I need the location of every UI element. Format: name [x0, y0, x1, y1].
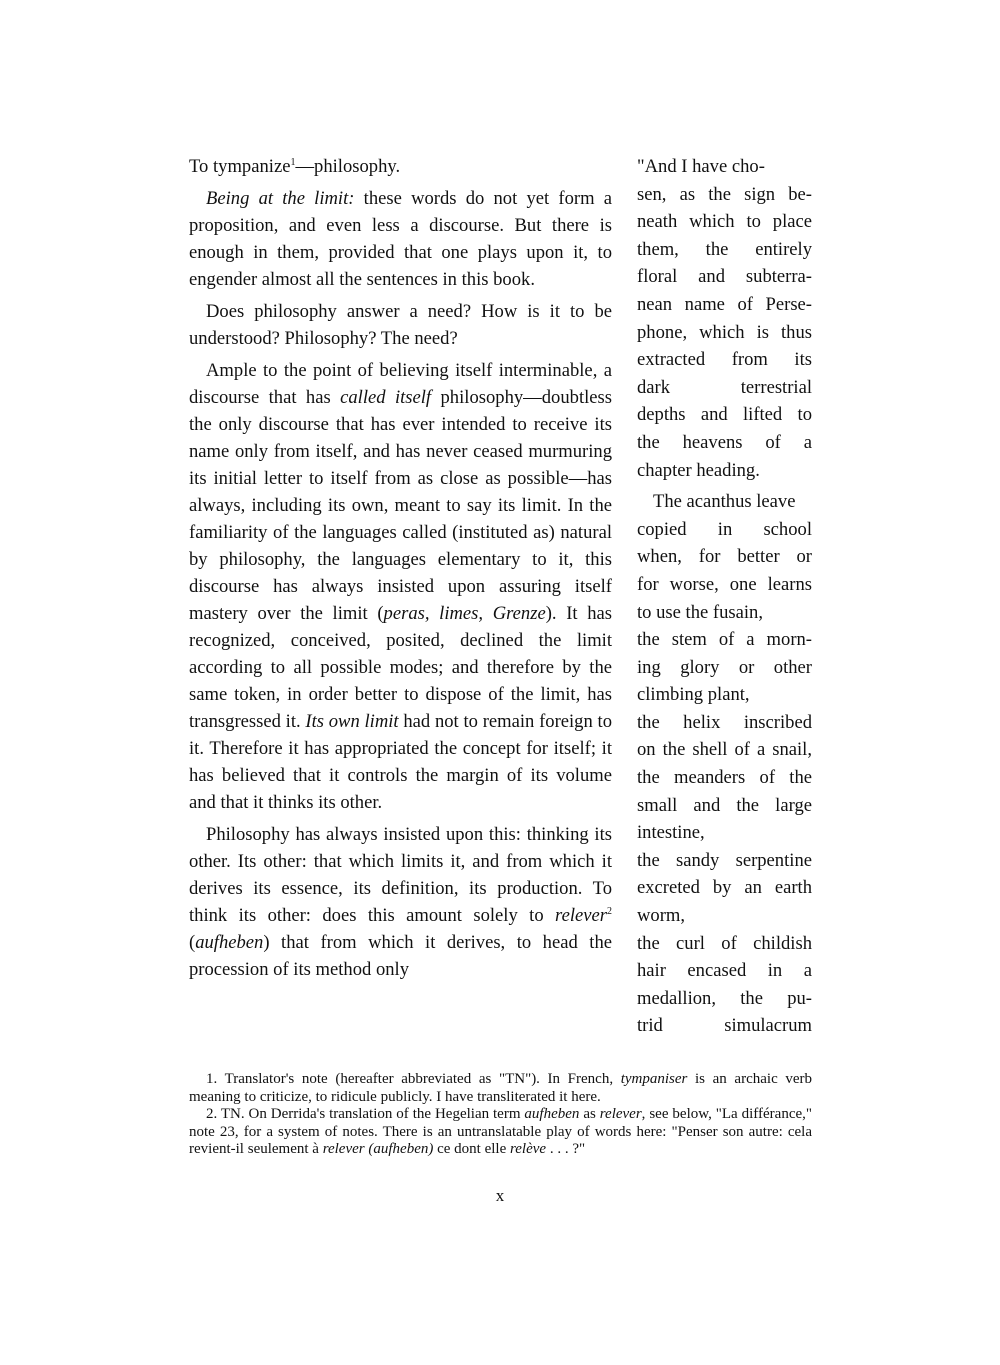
side-line: phone, which is thus — [637, 321, 812, 343]
side-line: intestine, — [637, 822, 705, 844]
side-line: for worse, one learns — [637, 573, 812, 595]
side-line: nean name of Perse- — [637, 293, 812, 315]
side-line: the heavens of a — [637, 431, 812, 453]
paragraph-3: Does philosophy answer a need? How is it to be understood? Philosophy? The need? — [189, 301, 612, 349]
footnote-ref-1[interactable]: 1 — [290, 157, 296, 168]
side-line: worm, — [637, 905, 686, 927]
footnotes — [189, 1071, 812, 1159]
paragraph-5: Philosophy has always insisted upon this: thinking its other. Its other: that which limits it, and from which it derives its essence, its definition, its production. To think its other: does this amount solely to relever$^2$ (aufheben) that from which it derives, to head the procession of its method only — [189, 824, 612, 980]
side-line: to use the fusain, — [637, 601, 763, 623]
side-line: excreted by an earth — [637, 877, 812, 899]
side-line: copied in school — [637, 518, 812, 540]
side-line: medallion, the pu- — [637, 987, 812, 1009]
page-number: x — [495, 1186, 505, 1205]
paragraph-1: To tympanize$^1$—philosophy. — [189, 156, 401, 177]
side-line: the curl of childish — [637, 932, 812, 954]
side-line: The acanthus leave — [653, 491, 796, 513]
side-line: "And I have cho- — [637, 156, 765, 177]
side-line: neath which to place — [637, 211, 812, 233]
side-line: on the shell of a snail, — [637, 739, 812, 761]
side-line: them, the entirely — [637, 238, 812, 260]
side-text-column — [637, 153, 812, 1040]
side-line: the helix inscribed — [637, 711, 812, 733]
side-line: extracted from its — [637, 349, 812, 371]
side-line: ing glory or other — [637, 656, 812, 678]
paragraph-4: Ample to the point of believing itself interminable, a discourse that has called itself philosophy—doubtless the only discourse that has ever intended to receive its name only from itself, and has never ceased murmuring its initial letter to itself from as close as possible—has always, including its own, meant to say its limit. In the familiarity of the languages called (instituted as) natural by philosophy, the languages elementary to it, this discourse has always insisted upon assuring itself mastery over the limit (peras, limes, Grenze). It has recognized, conceived, posited, declined the limit according to all possible modes; and therefore by the same token, in order better to dispose of the limit, has transgressed it. Its own limit had not to remain foreign to it. Therefore it has appropriated the concept for itself; it has believed that it controls the margin of its volume and that it thinks its other. — [189, 360, 612, 813]
side-line: the stem of a morn- — [637, 629, 812, 651]
footnote-1: 1. Translator's note (hereafter abbreviated as "TN"). In French, tympaniser is an archaic verb meaning to criticize, to ridicule publicly. I have transliterated it here. — [189, 1071, 813, 1105]
side-line: chapter heading. — [637, 459, 760, 481]
side-line: climbing plant, — [637, 684, 750, 706]
paragraph-2: Being at the limit: these words do not yet form a proposition, and even less a discourse. But there is enough in them, provided that one plays upon it, to engender almost all the sentences in this book. — [189, 188, 612, 290]
side-line: trid simulacrum — [637, 1015, 812, 1037]
side-line: the sandy serpentine — [637, 849, 812, 871]
side-line: small and the large — [637, 794, 812, 816]
side-line: depths and lifted to — [637, 404, 812, 426]
footnote-2: 2. TN. On Derrida's translation of the Hegelian term aufheben as relever, see below, "La différance," note 23, for a system of notes. There is an untranslatable play of words here: "Penser son autre: cela revient-il seulement à relever (aufheben) ce dont elle relève . . . ?" — [189, 1106, 813, 1157]
side-line: sen, as the sign be- — [637, 183, 812, 205]
side-line: the meanders of the — [637, 767, 812, 789]
side-line: floral and subterra- — [637, 266, 812, 288]
side-line: hair encased in a — [637, 960, 812, 982]
main-text-column — [189, 153, 612, 983]
side-line: when, for better or — [637, 546, 812, 568]
side-line: dark terrestrial — [637, 376, 812, 398]
footnote-ref-2[interactable]: 2 — [607, 906, 612, 917]
